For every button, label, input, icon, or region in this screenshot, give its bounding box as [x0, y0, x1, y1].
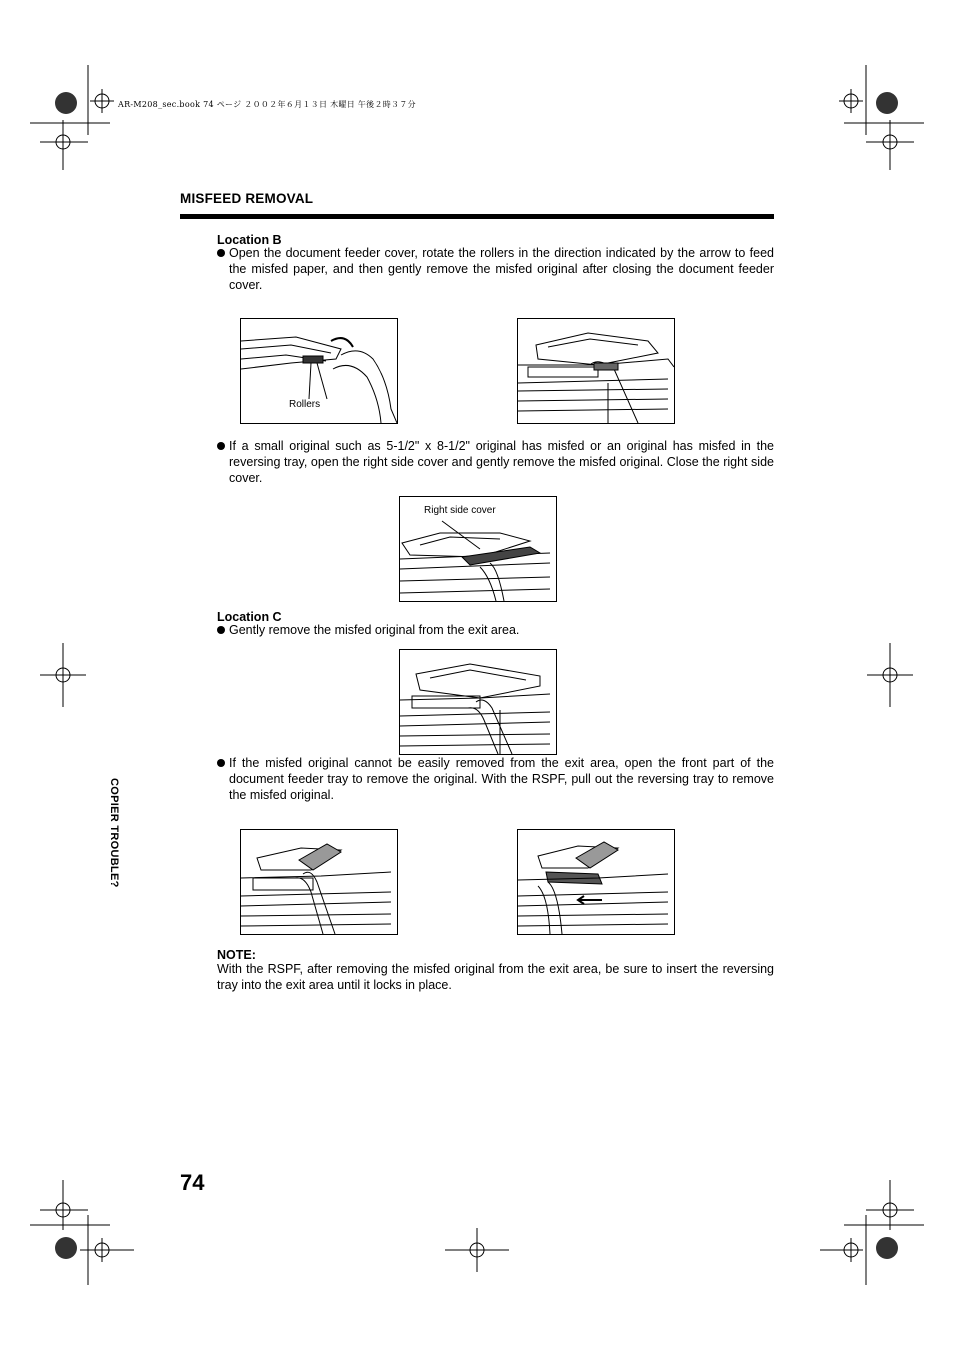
right-side-cover-label: Right side cover: [424, 505, 496, 516]
bullet-icon: [217, 442, 225, 450]
section-title: MISFEED REMOVAL: [180, 191, 314, 206]
note-text: With the RSPF, after removing the misfed original from the exit area, be sure to insert the reversing tray into the exit area until it locks in place.: [217, 962, 774, 992]
bullet-icon: [217, 249, 225, 257]
reversing-tray-illustration: [518, 830, 674, 934]
exit-area-illustration: [400, 650, 556, 754]
feeder-tray-illustration: [241, 830, 397, 934]
bullet-icon: [217, 759, 225, 767]
location-b-heading: Location B: [217, 233, 282, 247]
rollers-label: Rollers: [289, 399, 321, 410]
print-header-meta: AR-M208_sec.book 74 ページ ２００２年６月１３日 木曜日 午後２時３７分: [118, 100, 416, 109]
figure-close-feeder-cover: [517, 318, 675, 424]
page-number: 74: [180, 1170, 205, 1195]
section-rule: [180, 214, 774, 219]
bullet-icon: [217, 626, 225, 634]
bullet-text: If the misfed original cannot be easily removed from the exit area, open the front part of the document feeder tray to remove the original. With the RSPF, pull out the reversing tray to remove the misfed original.: [229, 756, 774, 802]
location-c-bullet-1: [217, 622, 774, 638]
figure-right-side-cover: [399, 496, 557, 602]
location-b-bullet-1: [217, 245, 774, 293]
note-heading: NOTE:: [217, 948, 256, 962]
figure-exit-area: [399, 649, 557, 755]
figure-pull-reversing-tray: [517, 829, 675, 935]
figure-rollers: [240, 318, 398, 424]
side-tab-label: COPIER TROUBLE?: [108, 778, 120, 888]
figure-open-feeder-tray: [240, 829, 398, 935]
location-c-bullet-2: [217, 755, 774, 803]
bullet-text: If a small original such as 5-1/2" x 8-1/2" original has misfed or an original has misfed in the reversing tray, open the right side cover and gently remove the misfed original. Close the right side cover.: [229, 439, 774, 485]
location-c-heading: Location C: [217, 610, 282, 624]
location-b-bullet-2: [217, 438, 774, 486]
copier-illustration: [518, 319, 674, 423]
bullet-text: Open the document feeder cover, rotate the rollers in the direction indicated by the arrow to feed the misfed paper, and then gently remove the misfed original after closing the document feeder cover.: [229, 246, 774, 292]
bullet-text: Gently remove the misfed original from the exit area.: [229, 623, 520, 637]
